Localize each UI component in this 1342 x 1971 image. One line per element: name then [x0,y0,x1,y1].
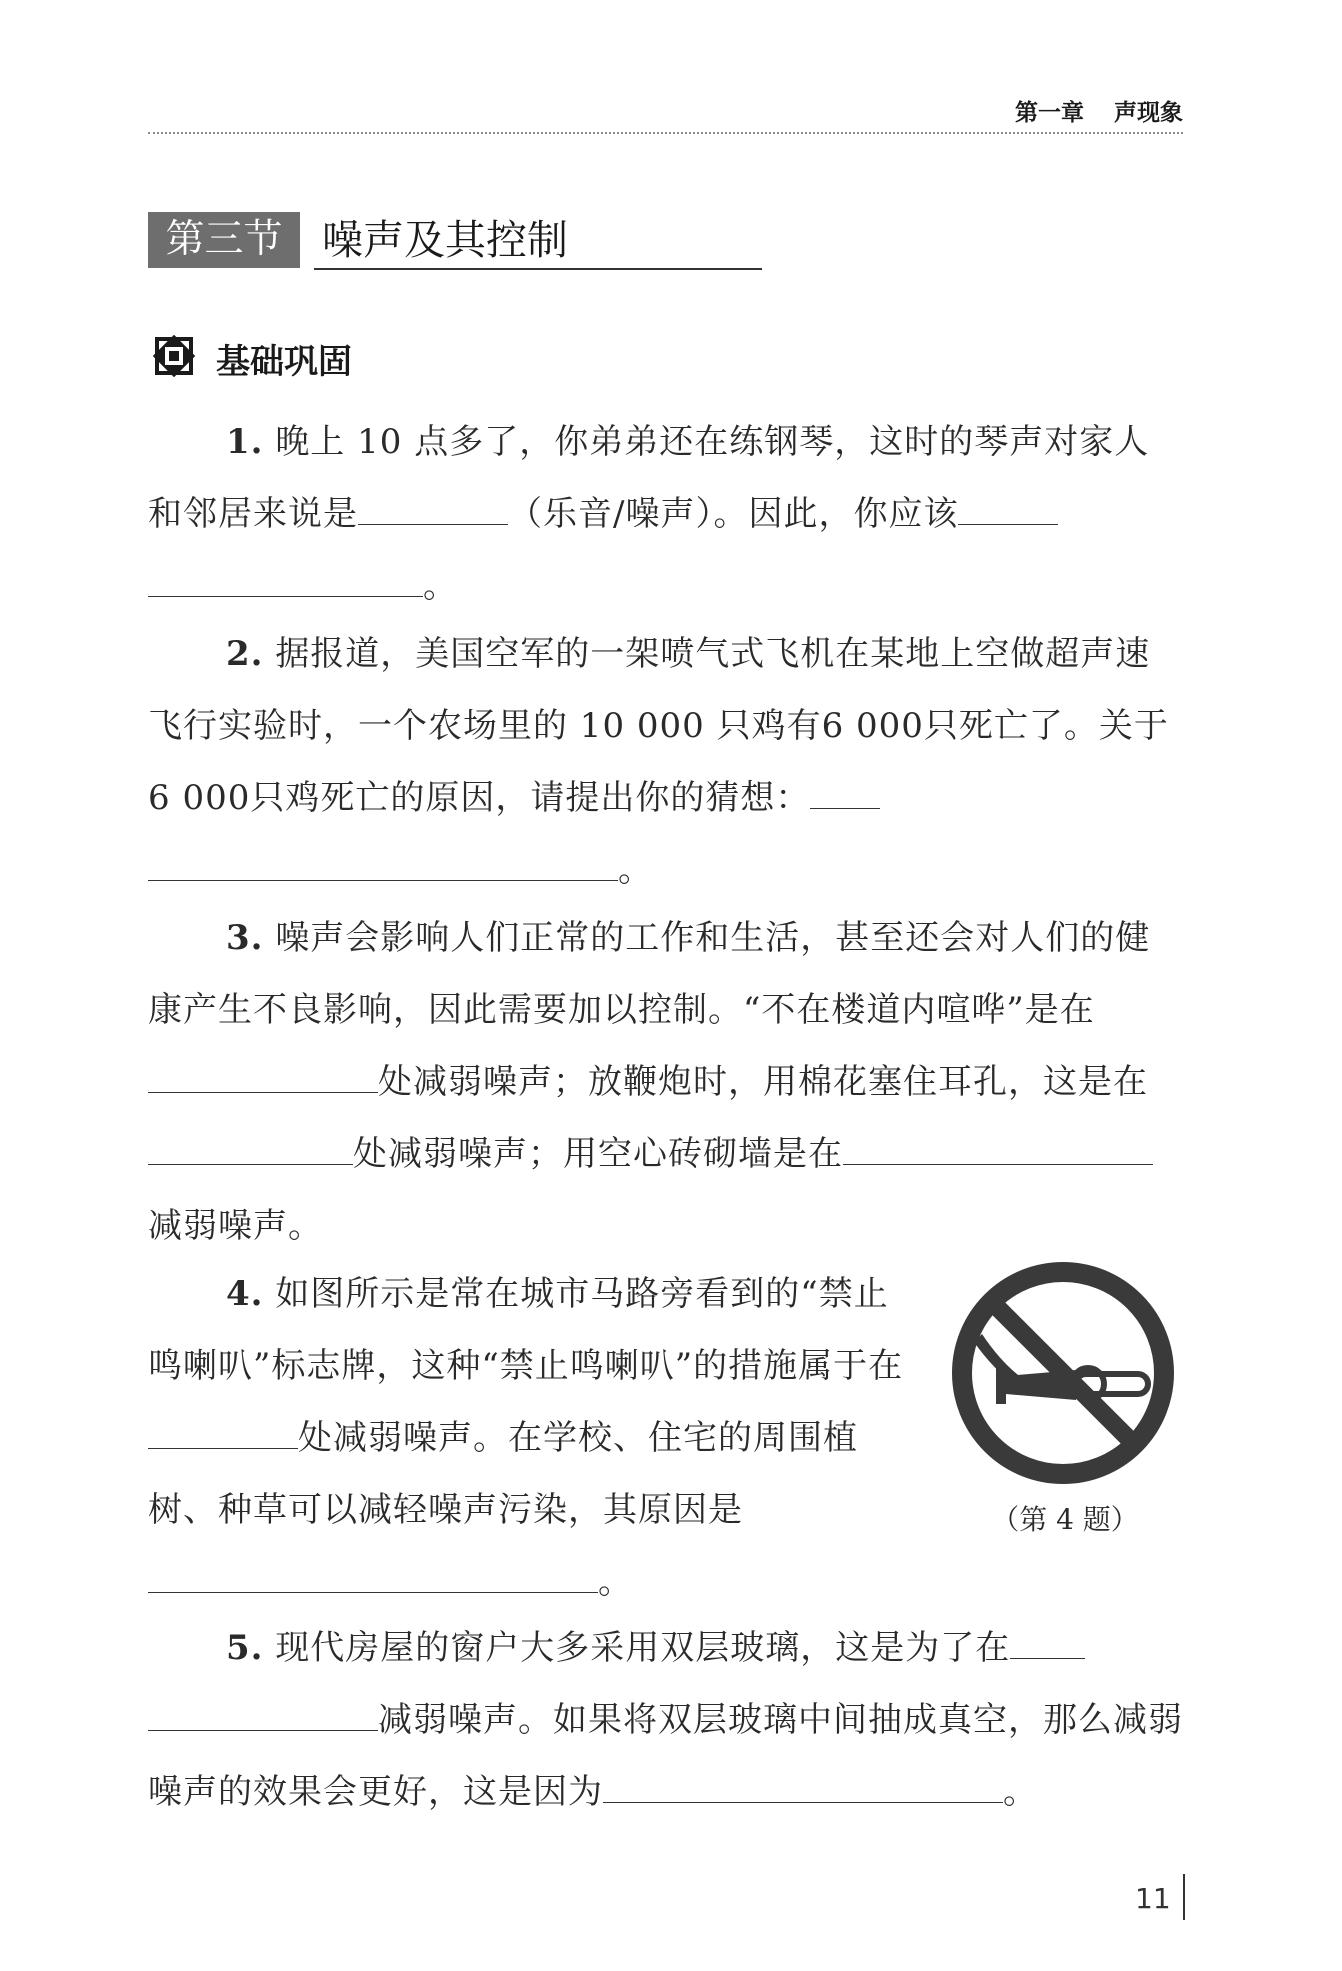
question-2 [148,618,1183,906]
question-number: 3. [226,918,264,958]
question-text: 晚上 10 点多了，你弟弟还在练钢琴，这时的琴声对家人和邻居来说是 [148,422,1150,534]
question-4 [148,1258,908,1618]
question-text: 噪声会影响人们正常的工作和生活，甚至还会对人们的健康产生不良影响，因此需要加以控制。“不在楼道内喧哗”是在 [148,918,1151,1030]
question-text: 。 [423,566,458,606]
page-number-divider [1183,1874,1185,1920]
answer-blank[interactable] [810,778,880,809]
answer-blank[interactable] [148,566,423,597]
question-number: 1. [226,422,264,462]
answer-blank[interactable] [148,1418,298,1449]
subheading-label: 基础巩固 [216,342,352,382]
question-text: 处减弱噪声；用空心砖砌墙是在 [353,1134,843,1174]
section-name: 噪声及其控制 [314,212,762,270]
question-number: 4. [226,1274,264,1314]
no-horn-sign-icon [948,1258,1178,1488]
chapter-number: 第一章 [1015,100,1084,126]
chapter-topic: 声现象 [1114,100,1183,126]
ornament-icon [148,330,200,382]
question-text: 如图所示是常在城市马路旁看到的“禁止鸣喇叭”标志牌，这种“禁止鸣喇叭”的措施属于在 [148,1274,904,1386]
question-text: 减弱噪声。如果将双层玻璃中间抽成真空，那么减弱噪声的效果会更好，这是因为 [148,1700,1183,1812]
answer-blank[interactable] [358,494,508,525]
question-3 [148,902,1183,1262]
question-number: 2. [226,634,264,674]
answer-blank[interactable] [958,494,1058,525]
answer-blank[interactable] [148,1134,353,1165]
question-text: （乐音/噪声）。因此，你应该 [508,494,959,534]
question-text: 现代房屋的窗户大多采用双层玻璃，这是为了在 [275,1628,1011,1668]
page-header [148,92,1183,134]
answer-blank[interactable] [603,1772,1003,1803]
question-text: 处减弱噪声；放鞭炮时，用棉花塞住耳孔，这是在 [378,1062,1148,1102]
answer-blank[interactable] [148,1562,598,1593]
answer-blank[interactable] [1010,1628,1085,1659]
section-badge: 第三节 [148,212,300,268]
question-1 [148,406,1183,622]
no-horn-figure [945,1258,1185,1538]
question-number: 5. [226,1628,264,1668]
page-number: 11 [1135,1882,1171,1915]
question-text: 处减弱噪声。在学校、住宅的周围植树、种草可以减轻噪声污染，其原因是 [148,1418,858,1530]
answer-blank[interactable] [148,1700,378,1731]
chapter-label [1015,94,1183,127]
question-text: 据报道，美国空军的一架喷气式飞机在某地上空做超声速飞行实验时，一个农场里的 10 000 只鸡有6 000只死亡了。关于6 000只鸡死亡的原因，请提出你的猜想： [148,634,1169,818]
answer-blank[interactable] [148,1062,378,1093]
question-text: 。 [618,850,653,890]
figure-caption: （第 4 题） [991,1503,1139,1536]
answer-blank[interactable] [843,1134,1153,1165]
answer-blank[interactable] [148,850,618,881]
question-text: 。 [1003,1772,1038,1812]
question-text: 。 [598,1562,633,1602]
question-5 [148,1612,1183,1828]
question-text: 减弱噪声。 [148,1206,323,1246]
